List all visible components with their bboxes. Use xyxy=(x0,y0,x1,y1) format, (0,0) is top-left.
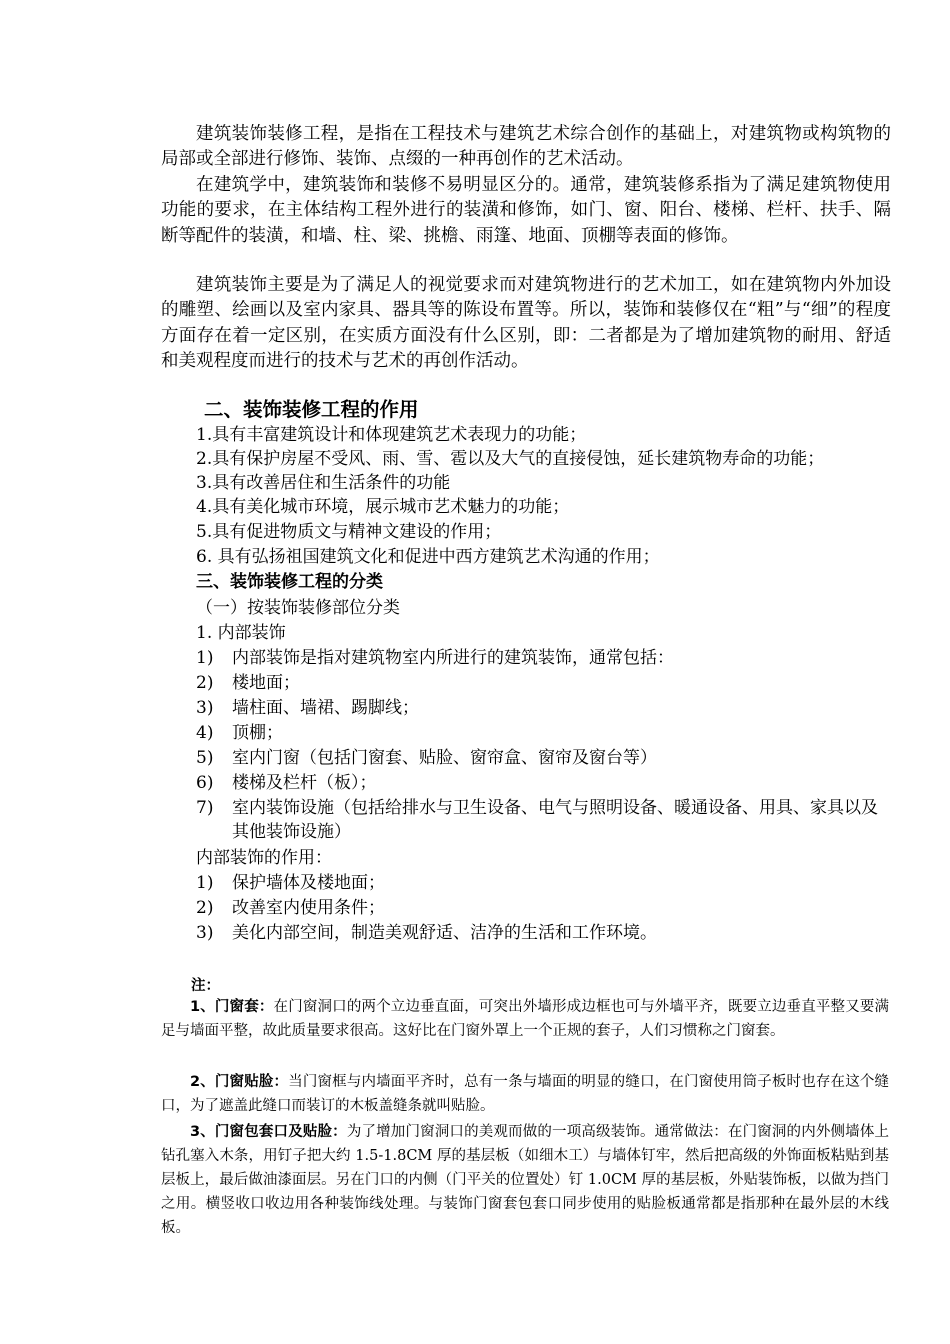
subsection-heading: 1. 内部装饰 xyxy=(196,623,286,643)
notes-label: 注： xyxy=(191,978,220,994)
section-heading: 二、装饰装修工程的作用 xyxy=(204,398,419,421)
list-number: 1) xyxy=(196,873,214,893)
intro-paragraph: 建筑装饰主要是为了满足人的视觉要求而对建筑物进行的艺术加工，如在建筑物内外加设的雕塑、绘画以及室内家具、器具等的陈设布置等。所以，装饰和装修仅在“粗”与“细”的程度方面存在着一定区别，在实质方面没有什么区别，即：二者都是为了增加建筑物的耐用、舒适和美观程度而进行的技术与艺术的再创作活动。 xyxy=(161,275,891,371)
list-number: 2) xyxy=(196,673,214,693)
note-term: 1、门窗套： xyxy=(190,999,274,1015)
note-text: 在门窗洞口的两个立边垂直面，可突出外墙形成边框也可与外墙平齐，既要立边垂直平整又要满足与墙面平整，故此质量要求很高。这好比在门窗外罩上一个正规的套子，人们习惯称之门窗套。 xyxy=(161,999,890,1039)
list-item: 楼梯及栏杆（板）； xyxy=(232,773,377,793)
list-item: 5.具有促进物质文与精神文建设的作用； xyxy=(196,522,502,542)
list-number: 1) xyxy=(196,648,214,668)
list-item: 保护墙体及楼地面； xyxy=(232,873,385,893)
note-term: 3、门窗包套口及贴脸： xyxy=(190,1124,347,1140)
list-item: 6. 具有弘扬祖国建筑文化和促进中西方建筑艺术沟通的作用； xyxy=(196,547,660,567)
list-number: 6) xyxy=(196,773,214,793)
list-number: 7) xyxy=(196,798,214,818)
note-paragraph xyxy=(161,1120,889,1240)
list-item: 4.具有美化城市环境，展示城市艺术魅力的功能； xyxy=(196,497,570,517)
section-heading: 三、装饰装修工程的分类 xyxy=(196,572,383,592)
list-item: 顶棚； xyxy=(232,723,283,743)
list-number: 4) xyxy=(196,723,214,743)
list-item: 内部装饰是指对建筑物室内所进行的建筑装饰，通常包括： xyxy=(232,648,674,668)
list-item: 3.具有改善居住和生活条件的功能 xyxy=(196,473,451,493)
list-item: 2.具有保护房屋不受风、雨、雪、雹以及大气的直接侵蚀，延长建筑物寿命的功能； xyxy=(196,449,825,469)
list-item: 楼地面； xyxy=(232,673,300,693)
list-number: 3) xyxy=(196,698,214,718)
subsection-heading: （一）按装饰装修部位分类 xyxy=(196,598,400,618)
list-item: 墙柱面、墙裙、踢脚线； xyxy=(232,698,419,718)
note-text: 为了增加门窗洞口的美观而做的一项高级装饰。通常做法：在门窗洞的内外侧墙体上钻孔塞入木条，用钉子把大约 1.5-1.8CM 厚的基层板（如细木工）与墙体钉牢，然后把高级的外饰面板粘贴到基层板上，最后做油漆面层。另在门口的内侧（门平关的位置处）钉 1.0CM 厚的基层板，外贴装饰板，以做为挡门之用。横竖收口收边用各种装饰线处理。与装饰门窗套包套口同步使用的贴脸板通常都是指那种在最外层的木线板。 xyxy=(161,1124,889,1236)
note-text: 当门窗框与内墙面平齐时，总有一条与墙面的明显的缝口，在门窗使用筒子板时也存在这个缝口，为了遮盖此缝口而装订的木板盖缝条就叫贴脸。 xyxy=(161,1074,890,1114)
list-number: 2) xyxy=(196,898,214,918)
list-item: 美化内部空间，制造美观舒适、洁净的生活和工作环境。 xyxy=(232,923,657,943)
list-number: 3) xyxy=(196,923,214,943)
intro-paragraph: 建筑装饰装修工程，是指在工程技术与建筑艺术综合创作的基础上，对建筑物或构筑物的局部或全部进行修饰、装饰、点缀的一种再创作的艺术活动。 xyxy=(161,124,891,170)
list-item: 改善室内使用条件； xyxy=(232,898,385,918)
list-item: 室内门窗（包括门窗套、贴脸、窗帘盒、窗帘及窗台等） xyxy=(232,748,657,768)
intro-paragraph: 在建筑学中，建筑装饰和装修不易明显区分的。通常，建筑装修系指为了满足建筑物使用功能的要求，在主体结构工程外进行的装潢和修饰，如门、窗、阳台、楼梯、栏杆、扶手、隔断等配件的装潢，和墙、柱、梁、挑檐、雨篷、地面、顶棚等表面的修饰。 xyxy=(161,175,891,246)
note-term: 2、门窗贴脸： xyxy=(190,1074,289,1090)
list-number: 5) xyxy=(196,748,214,768)
note-paragraph xyxy=(161,1070,889,1118)
list-item: 室内装饰设施（包括给排水与卫生设备、电气与照明设备、暖通设备、用具、家具以及其他装饰设施） xyxy=(232,798,878,842)
note-paragraph xyxy=(161,995,889,1043)
list-item: 1.具有丰富建筑设计和体现建筑艺术表现力的功能； xyxy=(196,425,587,445)
role-title: 内部装饰的作用： xyxy=(196,848,332,868)
